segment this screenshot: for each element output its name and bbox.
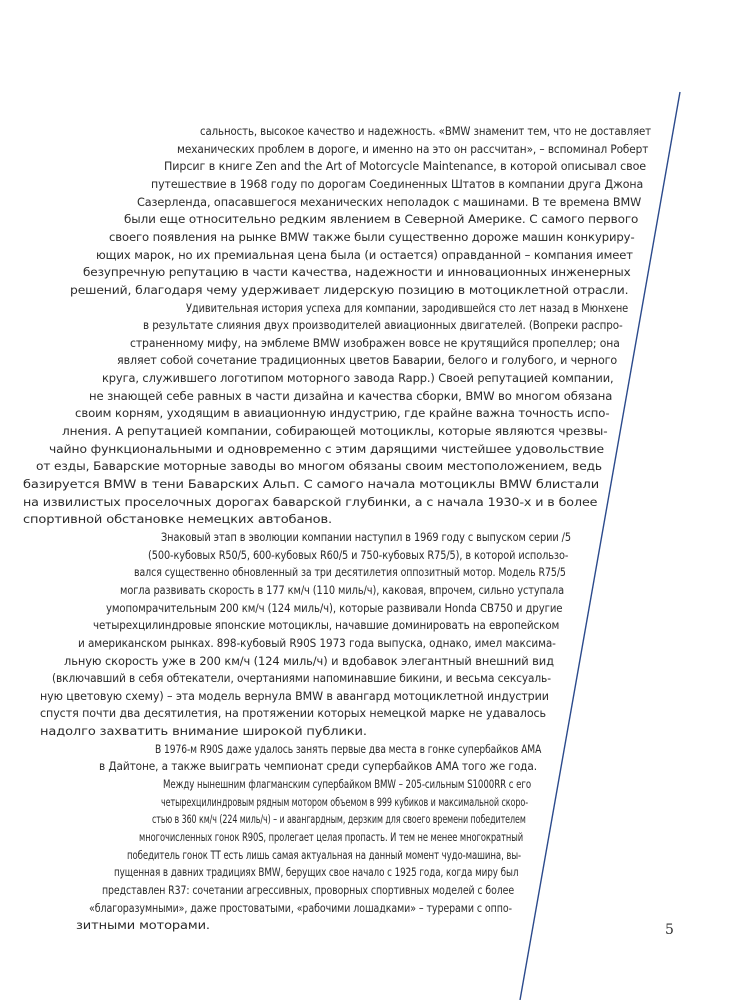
text-line: Пирсиг в книге Zen and the Art of Motorcycle Maintenance, в которой описывал свое [164,160,647,174]
text-line: В 1976-м R90S даже удалось занять первые два места в гонке супербайков AMA [155,742,542,756]
text-line: победитель гонок ТТ есть лишь самая актуальная на данный момент чудо-машина, вы- [127,848,522,862]
text-line: Удивительная история успеха для компании, зародившейся сто лет назад в Мюнхене [186,301,629,315]
text-line: своим корням, уходящим в авиационную индустрию, где крайне важна точность испо- [75,407,610,421]
text-line: (включавший в себя обтекатели, очертаниями напоминавшие бикини, и весьма сексуаль- [52,672,551,686]
text-line: страненному мифу, на эмблеме BMW изображен вовсе не крутящийся пропеллер; она [130,336,620,350]
text-line: круга, служившего логотипом моторного завода Rapp.) Своей репутацией компании, [102,372,614,386]
text-line: (500-кубовых R50/5, 600-кубовых R60/5 и 750-кубовых R75/5), в которой использо- [148,548,569,562]
text-line: представлен R37: сочетании агрессивных, проворных спортивных моделей с более [102,883,515,897]
text-line: базируется BMW в тени Баварских Альп. С самого начала мотоциклы BMW блистали [23,478,600,491]
text-line: стью в 360 км/ч (224 миль/ч) – и авангардным, дерзким для своего времени победителем [152,813,526,827]
text-line: решений, благодаря чему удерживает лидерскую позицию в мотоциклетной отрасли. [70,283,629,297]
text-line: Знаковый этап в эволюции компании наступил в 1969 году с выпуском серии /5 [161,530,571,544]
text-line: льную скорость уже в 200 км/ч (124 миль/ч) и вдобавок элегантный внешний вид [64,654,554,668]
text-line: Сазерленда, опасавшегося механических неполадок с машинами. В те времена BMW [137,195,642,209]
text-line: и американском рынках. 898-кубовый R90S 1973 года выпуска, однако, имел максима- [78,636,556,650]
page-number: 5 [665,922,674,938]
text-line: в Дайтоне, а также выиграть чемпионат среди супербайков AMA того же года. [99,760,537,774]
text-line: сальность, высокое качество и надежность. «BMW знаменит тем, что не доставляет [200,125,651,138]
text-line: вался существенно обновленный за три десятилетия оппозитный мотор. Модель R75/5 [134,566,566,580]
text-line: на извилистых проселочных дорогах баварской глубинки, а с начала 1930-х и в более [23,495,598,509]
text-line: не знающей себе равных в части дизайна и качества сборки, BMW во многом обязана [89,389,613,403]
text-line: пущенная в давних традициях BMW, берущих свое начало с 1925 года, когда миру был [114,866,519,880]
text-line: умопомрачительным 200 км/ч (124 миль/ч), которые развивали Honda CB750 и другие [106,601,563,615]
text-line: спустя почти два десятилетия, на протяжении которых немецкой марке не удавалось [40,707,546,721]
text-line: ную цветовую схему) – эта модель вернула BMW в авангард мотоциклетной индустрии [40,689,549,703]
text-line: безупречную репутацию в части качества, надежности и инновационных инженерных [83,266,631,280]
text-line: чайно функциональными и одновременно с этим дарящими чистейшее удовольствие [49,442,604,456]
text-line: надолго захватить внимание широкой публики. [40,725,367,739]
text-line: спортивной обстановке немецких автобанов. [23,513,333,527]
text-line: своего появления на рынке BMW также были существенно дороже машин конкуриру- [109,230,635,244]
text-line: могла развивать скорость в 177 км/ч (110 миль/ч), каковая, впрочем, сильно уступала [120,583,565,597]
text-line: многочисленных гонок R90S, пролегает целая пропасть. И тем не менее многократный [139,831,524,844]
text-line: были еще относительно редким явлением в Северной Америке. С самого первого [124,213,639,227]
text-line: четырехцилиндровым рядным мотором объемом в 999 кубиков и максимальной скоро- [161,795,529,809]
text-line: механических проблем в дороге, и именно на это он рассчитан», – вспоминал Роберт [177,142,649,156]
text-line: зитными моторами. [76,919,210,933]
text-line: Между нынешним флагманским супербайком BMW – 205-сильным S1000RR с его [163,778,532,792]
text-line: от езды, Баварские моторные заводы во многом обязаны своим местоположением, ведь [36,460,602,474]
text-line: «благоразумными», даже простоватыми, «рабочими лошадками» – турерами с оппо- [89,901,512,915]
text-line: являет собой сочетание традиционных цветов Баварии, белого и голубого, и черного [117,354,618,368]
text-line: путешествие в 1968 году по дорогам Соединенных Штатов в компании друга Джона [151,177,644,191]
text-line: ющих марок, но их премиальная цена была (и остается) оправданной – компания имеет [96,248,633,262]
text-line: лнения. А репутацией компании, собирающей мотоциклы, которые являются чрезвы- [62,425,608,439]
text-line: в результате слияния двух производителей авиационных двигателей. (Вопреки распро- [143,319,623,333]
text-line: четырехцилиндровые японские мотоциклы, начавшие доминировать на европейском [93,619,560,633]
